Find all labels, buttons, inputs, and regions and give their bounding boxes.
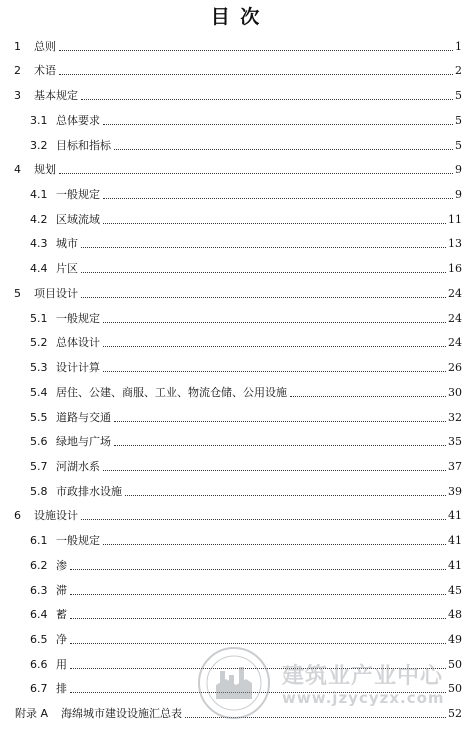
toc-entry-page: 39 (448, 484, 462, 498)
toc-entry-page: 50 (448, 682, 462, 696)
toc-entry-label: 净 (56, 632, 67, 646)
toc-entry-number: 5.1 (30, 311, 48, 325)
toc-entry-number: 6.4 (30, 608, 48, 622)
watermark-url: www.jzycyzx.com (282, 689, 445, 707)
toc-entry-number: 6.1 (30, 534, 48, 548)
toc-entry-page: 9 (455, 188, 462, 202)
dot-leader (59, 50, 453, 51)
toc-entry-page: 41 (448, 509, 462, 523)
dot-leader (81, 297, 446, 298)
toc-entry-page: 5 (455, 113, 462, 127)
toc-entry-label: 设施设计 (34, 509, 78, 523)
toc-entry-number: 2 (14, 64, 21, 78)
toc-entry[interactable] (0, 375, 472, 400)
toc-entry-number: 5.4 (30, 385, 48, 399)
toc-entry-page: 41 (448, 534, 462, 548)
toc-entry-label: 一般规定 (56, 188, 100, 202)
toc-entry-label: 道路与交通 (56, 410, 111, 424)
toc-entry-page: 26 (448, 361, 462, 375)
toc-entry-label: 一般规定 (56, 534, 100, 548)
toc-entry[interactable] (0, 153, 472, 178)
toc-entry-number: 3 (14, 89, 21, 103)
toc-entry-label: 绿地与广场 (56, 435, 111, 449)
toc-entry-number: 6.7 (30, 682, 48, 696)
dot-leader (103, 371, 446, 372)
toc-entry-page: 5 (455, 89, 462, 103)
toc-entry[interactable] (0, 499, 472, 524)
toc-entry-number: 5.8 (30, 484, 48, 498)
toc-entry-page: 24 (448, 286, 462, 300)
toc-entry-label: 海绵城市建设设施汇总表 (61, 707, 182, 721)
dot-leader (103, 544, 446, 545)
toc-entry[interactable] (0, 449, 472, 474)
toc-entry-label: 居住、公建、商服、工业、物流仓储、公用设施 (56, 385, 287, 399)
toc-entry-number: 6.5 (30, 632, 48, 646)
dot-leader (81, 247, 446, 248)
toc-entry-label: 总体设计 (56, 336, 100, 350)
dot-leader (103, 223, 446, 224)
toc-entry-page: 52 (448, 707, 462, 721)
dot-leader (103, 470, 446, 471)
toc-entry-number: 附录 A (15, 707, 49, 721)
dot-leader (81, 99, 453, 100)
toc-entry-page: 9 (455, 163, 462, 177)
toc-entry-page: 45 (448, 583, 462, 597)
toc-entry-label: 市政排水设施 (56, 484, 122, 498)
toc-entry-page: 2 (455, 64, 462, 78)
toc-entry-label: 区域流域 (56, 212, 100, 226)
toc-entry[interactable] (0, 696, 472, 721)
toc-entry-page: 5 (455, 138, 462, 152)
dot-leader (103, 124, 453, 125)
toc-entry[interactable] (0, 400, 472, 425)
toc-entry-number: 4 (14, 163, 21, 177)
toc-entry-number: 6.2 (30, 558, 48, 572)
dot-leader (70, 668, 446, 669)
toc-entry-number: 5.3 (30, 361, 48, 375)
toc-entry-label: 一般规定 (56, 311, 100, 325)
dot-leader (103, 322, 446, 323)
dot-leader (114, 149, 453, 150)
toc-entry-label: 用 (56, 657, 67, 671)
toc-entry[interactable] (0, 251, 472, 276)
table-of-contents (0, 29, 472, 721)
toc-entry[interactable] (0, 622, 472, 647)
toc-entry-label: 蓄 (56, 608, 67, 622)
toc-entry-number: 5.7 (30, 459, 48, 473)
toc-entry-number: 4.3 (30, 237, 48, 251)
toc-entry-label: 滞 (56, 583, 67, 597)
toc-entry[interactable] (0, 425, 472, 450)
toc-entry[interactable] (0, 301, 472, 326)
toc-entry-page: 11 (448, 212, 462, 226)
toc-entry-number: 1 (14, 39, 21, 53)
dot-leader (290, 396, 446, 397)
toc-entry-number: 4.2 (30, 212, 48, 226)
toc-entry-page: 30 (448, 385, 462, 399)
toc-entry-label: 设计计算 (56, 361, 100, 375)
toc-entry[interactable] (0, 202, 472, 227)
toc-entry-page: 16 (448, 262, 462, 276)
dot-leader (70, 618, 446, 619)
toc-entry-page: 32 (448, 410, 462, 424)
dot-leader (114, 445, 446, 446)
dot-leader (103, 198, 453, 199)
toc-entry[interactable] (0, 474, 472, 499)
toc-entry-number: 6.3 (30, 583, 48, 597)
toc-entry-label: 规划 (34, 163, 56, 177)
toc-entry-label: 总体要求 (56, 113, 100, 127)
toc-entry-page: 13 (448, 237, 462, 251)
toc-entry-label: 河湖水系 (56, 459, 100, 473)
toc-entry-number: 6.6 (30, 657, 48, 671)
toc-entry-label: 总则 (34, 39, 56, 53)
toc-entry-number: 3.2 (30, 138, 48, 152)
toc-entry[interactable] (0, 573, 472, 598)
toc-entry-label: 渗 (56, 558, 67, 572)
toc-entry[interactable] (0, 227, 472, 252)
toc-entry-page: 37 (448, 459, 462, 473)
dot-leader (114, 421, 446, 422)
dot-leader (70, 569, 446, 570)
toc-entry[interactable] (0, 78, 472, 103)
watermark-name: 建筑业产业中心 (282, 664, 444, 689)
toc-entry[interactable] (0, 326, 472, 351)
toc-entry-number: 4.4 (30, 262, 48, 276)
toc-entry-page: 50 (448, 657, 462, 671)
toc-entry[interactable] (0, 103, 472, 128)
toc-entry[interactable] (0, 350, 472, 375)
dot-leader (125, 495, 446, 496)
toc-entry-number: 3.1 (30, 113, 48, 127)
dot-leader (70, 594, 446, 595)
toc-entry[interactable] (0, 276, 472, 301)
toc-entry-label: 城市 (56, 237, 78, 251)
toc-entry-page: 49 (448, 632, 462, 646)
toc-entry-number: 6 (14, 509, 21, 523)
toc-entry[interactable] (0, 54, 472, 79)
toc-entry[interactable] (0, 548, 472, 573)
toc-entry-label: 片区 (56, 262, 78, 276)
dot-leader (70, 692, 446, 693)
toc-entry-number: 5.5 (30, 410, 48, 424)
toc-entry-label: 术语 (34, 64, 56, 78)
toc-entry-page: 24 (448, 336, 462, 350)
toc-entry-page: 1 (455, 39, 462, 53)
toc-entry-label: 目标和指标 (56, 138, 111, 152)
dot-leader (103, 346, 446, 347)
toc-entry-number: 5 (14, 286, 21, 300)
toc-entry-number: 4.1 (30, 188, 48, 202)
toc-entry[interactable] (0, 647, 472, 672)
dot-leader (70, 643, 446, 644)
toc-entry[interactable] (0, 128, 472, 153)
toc-entry-number: 5.2 (30, 336, 48, 350)
dot-leader (81, 519, 446, 520)
toc-entry[interactable] (0, 523, 472, 548)
toc-entry[interactable] (0, 177, 472, 202)
toc-entry-page: 41 (448, 558, 462, 572)
toc-entry-label: 排 (56, 682, 67, 696)
page-title: 目 次 (210, 6, 262, 28)
dot-leader (185, 717, 446, 718)
toc-entry-page: 24 (448, 311, 462, 325)
toc-entry[interactable] (0, 598, 472, 623)
toc-entry-label: 基本规定 (34, 89, 78, 103)
toc-entry-page: 48 (448, 608, 462, 622)
toc-entry-label: 项目设计 (34, 286, 78, 300)
dot-leader (59, 173, 453, 174)
toc-entry-number: 5.6 (30, 435, 48, 449)
dot-leader (59, 74, 453, 75)
toc-entry[interactable] (0, 29, 472, 54)
toc-entry[interactable] (0, 672, 472, 697)
dot-leader (81, 272, 446, 273)
toc-entry-page: 35 (448, 435, 462, 449)
